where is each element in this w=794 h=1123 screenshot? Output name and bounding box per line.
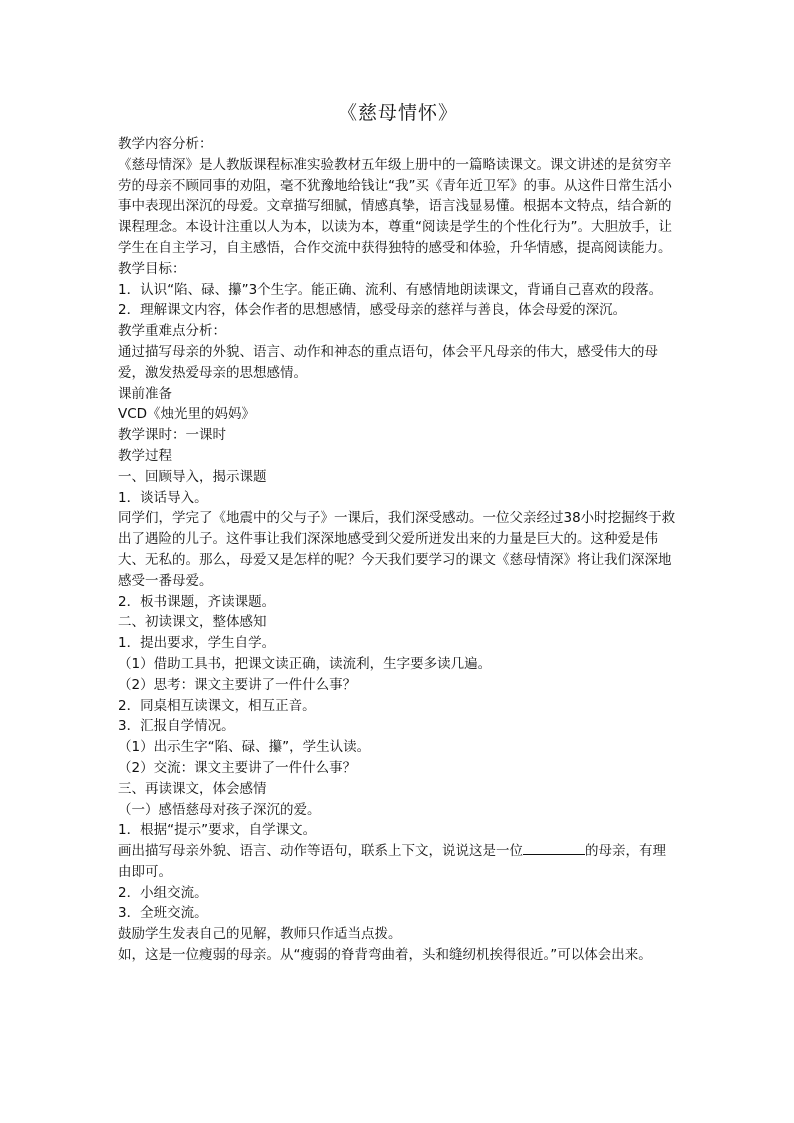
prep-item: VCD《烛光里的妈妈》 — [118, 406, 256, 423]
section-heading: 二、初读课文，整体感知 — [118, 614, 267, 631]
section-item: 1．谈话导入。 — [118, 489, 208, 506]
fill-in-paragraph — [118, 841, 678, 883]
class-hours: 教学课时：一课时 — [118, 427, 226, 444]
goal-item: 1．认识“陷、碌、攥”3个生字。能正确、流利、有感情地朗读课文，背诵自己喜欢的段落。 — [118, 281, 663, 298]
section-item: 3．全班交流。 — [118, 905, 208, 922]
section-item: 2．同桌相互读课文，相互正音。 — [118, 697, 316, 714]
goals-heading: 教学目标： — [118, 260, 186, 277]
section-item: （1）出示生字“陷、碌、攥”，学生认读。 — [118, 739, 371, 756]
goal-item: 2．理解课文内容，体会作者的思想感情，感受母亲的慈祥与善良，体会母爱的深沉。 — [118, 302, 627, 319]
document-title: 《慈母情怀》 — [337, 102, 458, 124]
section-item: （1）借助工具书，把课文读正确，读流利，生字要多读几遍。 — [118, 655, 492, 672]
fill-in-text-before: 画出描写母亲外貌、语言、动作等语句，联系上下文，说说这是一位 — [118, 843, 523, 860]
key-points-heading: 教学重难点分析： — [118, 323, 226, 340]
section-paragraph: 如，这是一位瘦弱的母亲。从“瘦弱的脊背弯曲着，头和缝纫机挨得很近。”可以体会出来。 — [118, 947, 652, 964]
section-item: 2．板书课题，齐读课题。 — [118, 593, 276, 610]
section-item: （2）交流：课文主要讲了一件什么事？ — [118, 759, 357, 776]
fill-in-blank — [523, 841, 585, 855]
key-points-paragraph: 通过描写母亲的外貌、语言、动作和神态的重点语句，体会平凡母亲的伟大，感受伟大的母爱，激发热爱母亲的思想感情。 — [118, 343, 658, 381]
process-heading: 教学过程 — [118, 447, 172, 464]
section-item: （2）思考：课文主要讲了一件什么事？ — [118, 676, 357, 693]
content-analysis-paragraph: 《慈母情深》是人教版课程标准实验教材五年级上册中的一篇略读课文。课文讲述的是贫穷辛劳的母亲不顾同事的劝阻，毫不犹豫地给钱让“我”买《青年近卫军》的事。从这件日常生活小事中表现出深沉的母爱。文章描写细腻，情感真挚，语言浅显易懂。根据本文特点，结合新的课程理念。本设计注重以人为本，以读为本，尊重“阅读是学生的个性化行为”。大胆放手，让学生在自主学习，自主感悟，合作交流中获得独特的感受和体验，升华情感，提高阅读能力。 — [118, 156, 672, 256]
section-paragraph: 鼓励学生发表自己的见解，教师只作适当点拨。 — [118, 926, 402, 943]
section-item: 1．提出要求，学生自学。 — [118, 635, 276, 652]
section-item: 2．小组交流。 — [118, 884, 208, 901]
prep-heading: 课前准备 — [118, 385, 172, 402]
section-item: 1．根据“提示”要求，自学课文。 — [118, 822, 317, 839]
section-heading: 三、再读课文，体会感情 — [118, 780, 267, 797]
section-paragraph: 同学们，学完了《地震中的父与子》一课后，我们深受感动。一位父亲经过38小时挖掘终于救出了遇险的儿子。这件事让我们深深地感受到父爱所迸发出来的力量是巨大的。这种爱是伟大、无私的。那么，母爱又是怎样的呢？今天我们要学习的课文《慈母情深》将让我们深深地感受一番母爱。 — [118, 510, 676, 589]
fill-in-text-after: 的母亲，有理由即可。 — [118, 843, 666, 880]
section-item: 3．汇报自学情况。 — [118, 718, 235, 735]
subsection-heading: （一）感悟慈母对孩子深沉的爱。 — [118, 801, 321, 818]
section-heading: 一、回顾导入，揭示课题 — [118, 468, 267, 485]
content-analysis-heading: 教学内容分析： — [118, 136, 213, 152]
document-page — [118, 100, 678, 966]
